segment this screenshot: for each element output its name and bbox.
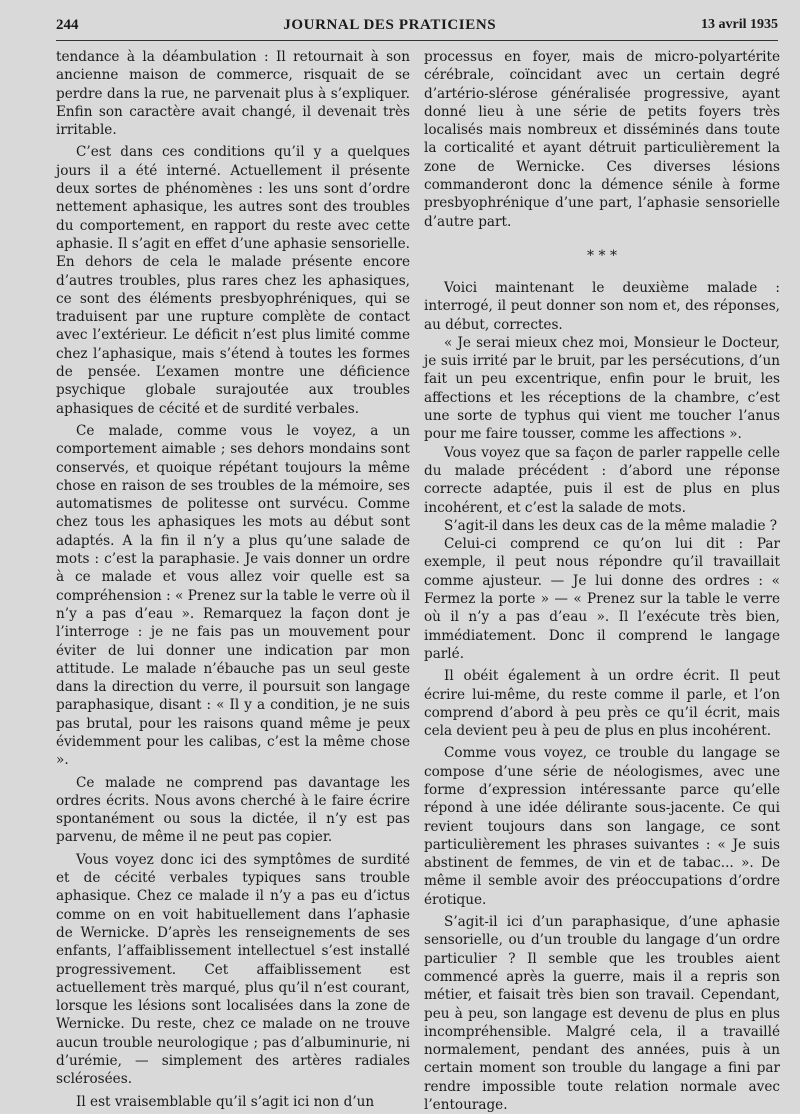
paragraph: Vous voyez que sa façon de parler rappelle celle du malade précédent : d’abord une réponse correcte adaptée, puis il est de plus en plus incohérent, et c’est la salade de mots.: [424, 444, 780, 516]
left-column: [56, 48, 410, 1111]
separator-glyph: * * *: [587, 247, 617, 264]
section-separator: [424, 249, 780, 263]
paragraph: C’est dans ces conditions qu’il y a quelques jours il a été interné. Actuellement il présente deux sortes de phénomènes : les uns sont d’ordre nettement aphasique, les autres sont des troubles du comportement, en rapport du reste avec cette aphasie. Il s’agit en effet d’une aphasie sensorielle. En dehors de cela le malade présente encore d’autres troubles, plus rares chez les aphasiques, ce sont des éléments presbyophréniques, qui se traduisent par une rupture complète de contact avec l’extérieur. Le déficit n’est plus limité comme chez l’aphasique, mais s’étend à toutes les formes de pensée. L’examen montre une déficience psychique globale surajoutée aux troubles aphasiques de cécité et de surdité verbales.: [56, 144, 410, 417]
journal-title: JOURNAL DES PRATICIENS: [283, 16, 497, 33]
paragraph: Vous voyez donc ici des symptômes de surdité et de cécité verbales typiques sans trouble aphasique. Chez ce malade il n’y a pas eu d’ictus comme on en voit habituellement dans l’aphasie de Wernicke. D’après les renseignements de ses enfants, l’affaiblissement intellectuel s’est installé progressivement. Cet affaiblissement est actuellement très marqué, plus qu’il n’est courant, lorsque les lésions sont localisées dans la zone de Wernicke. Du reste, chez ce malade on ne trouve aucun trouble neurologique ; pas d’albuminurie, ni d’urémie, — simplement des artères radiales sclérosées.: [56, 851, 410, 1088]
paragraph: Comme vous voyez, ce trouble du langage se compose d’une série de néologismes, avec une forme d’expression intéressante parce qu’elle répond à une idée délirante sous-jacente. Ce qui revient toujours dans son langage, ce sont particulièrement les phrases suivantes : « Je suis abstinent de femmes, de vin et de tabac... ». De même il semble avoir des préoccupations d’ordre érotique.: [424, 745, 780, 908]
paragraph: Celui-ci comprend ce qu’on lui dit : Par exemple, il peut nous répondre qu’il travaillait comme ajusteur. — Je lui donne des ordres : « Fermez la porte » — « Prenez sur la table le verre où il n’y a pas d’eau ». Il l’exécute très bien, immédiatement. Donc il comprend le langage parlé.: [424, 536, 780, 662]
page-number: 244: [56, 16, 79, 33]
paragraph: Ce malade, comme vous le voyez, a un comportement aimable ; ses dehors mondains sont conservés, et quoique répétant toujours la même chose en raison de ses troubles de la mémoire, ses automatismes de politesse ont survécu. Comme chez tous les aphasiques les mots au début sont adaptés. A la fin il n’y a plus qu’une salade de mots : c’est la paraphasie. Je vais donner un ordre à ce malade et vous allez voir quelle est sa compréhension : « Prenez sur la table le verre où il n’y a pas d’eau ». Remarquez la façon dont je l’interroge : je ne fais pas un mouvement pour éviter de lui donner une indication par mon attitude. Le malade n’ébauche pas un seul geste dans la direction du verre, il poursuit son langage paraphasique, disant : « Il y a condition, je ne suis pas brutal, pour les raisons quand même je peux évidemment pour les calibas, c’est la même chose ».: [56, 422, 410, 769]
header-rule: [56, 40, 778, 41]
paragraph: Voici maintenant le deuxième malade : interrogé, il peut donner son nom et, des réponses, au début, correctes.: [424, 279, 780, 333]
paragraph: tendance à la déambulation : Il retournait à son ancienne maison de commerce, risquait de se perdre dans la rue, ne parvenait plus à s’expliquer. Enfin son caractère avait changé, il devenait très irritable.: [56, 49, 410, 139]
paragraph: Ce malade ne comprend pas davantage les ordres écrits. Nous avons cherché à le faire écrire spontanément ou sous la dictée, il n’y est pas parvenu, de même il ne peut pas copier.: [56, 774, 410, 846]
paragraph: Il est vraisemblable qu’il s’agit ici non d’un: [76, 1093, 375, 1110]
right-column: [424, 48, 780, 1114]
paragraph: S’agit-il ici d’un paraphasique, d’une aphasie sensorielle, ou d’un trouble du langage d’un ordre particulier ? Il semble que les troubles aient commencé après la guerre, mais il a repris son métier, et faisait très bien son travail. Cependant, peu à peu, son langage est devenu de plus en plus incompréhensible. Malgré cela, il a travaillé normalement, pendant des années, puis à un certain moment son trouble du langage a fini par rendre impossible toute relation normale avec l’entourage.: [424, 914, 780, 1114]
paragraph: « Je serai mieux chez moi, Monsieur le Docteur, je suis irrité par le bruit, par les persécutions, d’un fait un peu excentrique, enfin pour le bruit, les affections et les réceptions de la chambre, c’est une sorte de typhus qui vient me toucher l’anus pour me faire tousser, comme les affections ».: [424, 334, 780, 443]
paragraph: Il obéit également à un ordre écrit. Il peut écrire lui-même, du reste comme il parle, et l’on comprend d’abord à peu près ce qu’il écrit, mais cela devient peu à peu de plus en plus incohérent.: [424, 668, 780, 740]
paragraph: processus en foyer, mais de micro-polyartérite cérébrale, coïncidant avec un certain degré d’artério-slérose généralisée progressive, ayant donné lieu à une série de petits foyers très localisés mais nombreux et disséminés dans toute la corticalité et ayant détruit particulièrement la zone de Wernicke. Ces diverses lésions commanderont donc la démence sénile à forme presbyophrénique d’une part, l’aphasie sensorielle d’autre part.: [424, 49, 780, 230]
paragraph: S’agit-il dans les deux cas de la même maladie ?: [444, 517, 778, 534]
page-header: [56, 12, 778, 38]
issue-date: 13 avril 1935: [701, 17, 778, 32]
